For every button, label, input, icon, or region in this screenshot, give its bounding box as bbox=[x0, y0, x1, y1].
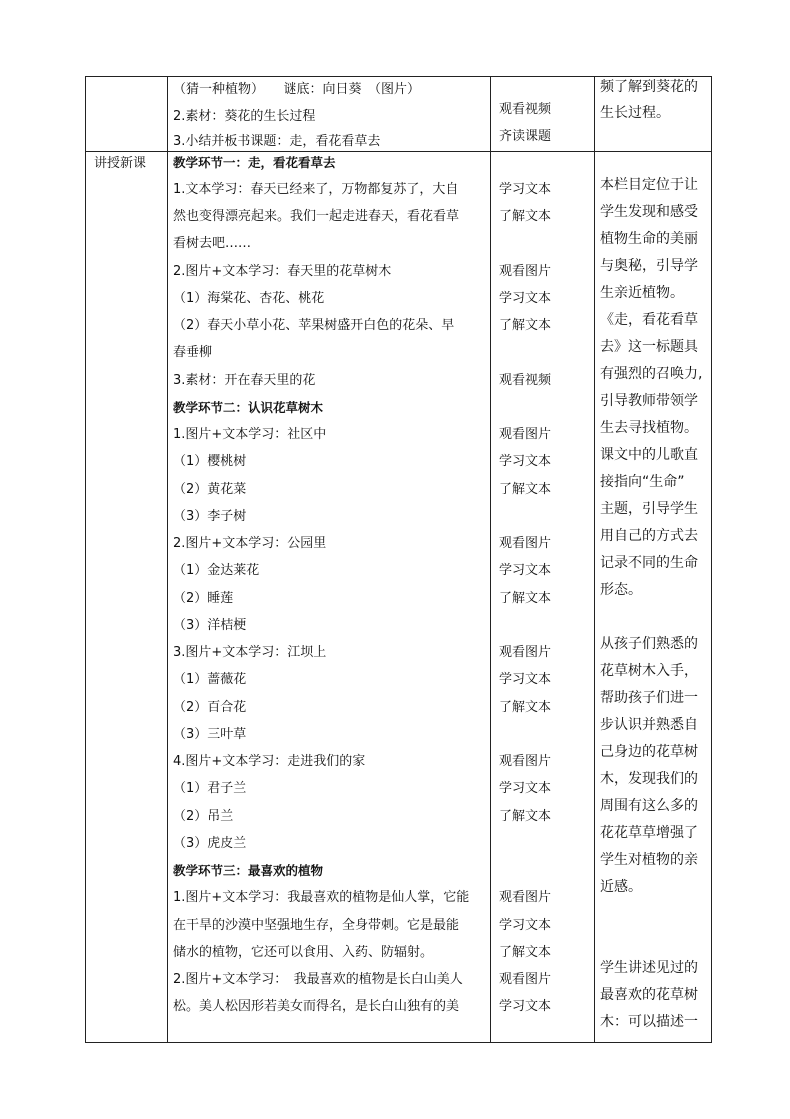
activity-line: 学习文本 bbox=[499, 918, 552, 933]
intent-line: 花花草草增强了 bbox=[600, 825, 698, 841]
activity-line: 了解文本 bbox=[499, 209, 552, 224]
stage-label: 讲授新课 bbox=[94, 156, 147, 171]
activity-line: 观看图片 bbox=[499, 972, 552, 987]
activity-line: 了解文本 bbox=[499, 945, 552, 960]
intent-line: 《走，看花看草 bbox=[600, 312, 698, 328]
content-line: 松。美人松因形若美女而得名，是长白山独有的美 bbox=[173, 999, 460, 1014]
content-line: （2）黄花菜 bbox=[173, 482, 247, 497]
intent-line: 主题，引导学生 bbox=[600, 501, 698, 517]
section-heading: 教学环节三：最喜欢的植物 bbox=[173, 863, 324, 878]
content-line: （2）吊兰 bbox=[173, 809, 234, 824]
activity-line: 了解文本 bbox=[499, 700, 552, 715]
intent-line: 花草树木入手， bbox=[600, 663, 698, 679]
content-line: （2）春天小草小花、苹果树盛开白色的花朵、早 bbox=[173, 318, 455, 333]
section-heading: 教学环节二：认识花草树木 bbox=[173, 400, 324, 415]
content-line: （1）樱桃树 bbox=[173, 454, 247, 469]
activity-line: 学习文本 bbox=[499, 182, 552, 197]
content-line: （3）三叶草 bbox=[173, 727, 247, 742]
intent-line: 形态。 bbox=[600, 582, 642, 598]
activity-line: 学习文本 bbox=[499, 672, 552, 687]
row1-content-line: （猜一种植物） 谜底：向日葵 （图片） bbox=[173, 82, 421, 97]
activity-line: 观看视频 bbox=[499, 373, 552, 388]
intent-line: 生去寻找植物。 bbox=[600, 420, 698, 436]
content-line: 然也变得漂亮起来。我们一起走进春天，看花看草 bbox=[173, 209, 460, 224]
row1-content-line: 2.素材：葵花的生长过程 bbox=[173, 109, 316, 124]
content-line: （1）君子兰 bbox=[173, 781, 247, 796]
intent-line: 近感。 bbox=[600, 879, 642, 895]
intent-line: 课文中的儿歌直 bbox=[600, 447, 698, 463]
activity-line: 了解文本 bbox=[499, 482, 552, 497]
content-line: 2.图片+文本学习：公园里 bbox=[173, 536, 327, 551]
row1-content-cell bbox=[168, 77, 491, 152]
intent-line: 学生发现和感受 bbox=[600, 204, 698, 220]
intent-line: 从孩子们熟悉的 bbox=[600, 636, 698, 652]
row1-intent-line: 频了解到葵花的 bbox=[600, 79, 698, 95]
intent-line: 步认识并熟悉自 bbox=[600, 717, 698, 733]
content-line: 2.图片+文本学习：春天里的花草树木 bbox=[173, 264, 392, 279]
row2-content-cell bbox=[168, 152, 491, 1043]
intent-line: 学生讲述见过的 bbox=[600, 960, 698, 976]
intent-line: 与奥秘，引导学 bbox=[600, 258, 698, 274]
content-line: （2）睡莲 bbox=[173, 591, 234, 606]
content-line: （1）海棠花、杏花、桃花 bbox=[173, 291, 325, 306]
content-line: （1）金达莱花 bbox=[173, 563, 260, 578]
intent-line: 学生对植物的亲 bbox=[600, 852, 698, 868]
content-line: （1）蔷薇花 bbox=[173, 672, 247, 687]
content-line: （3）虎皮兰 bbox=[173, 836, 247, 851]
row1-intent-line: 生长过程。 bbox=[600, 105, 670, 121]
activity-line: 观看图片 bbox=[499, 754, 552, 769]
row1-intent-cell bbox=[595, 77, 712, 152]
content-line: 2.图片+文本学习： 我最喜欢的植物是长白山美人 bbox=[173, 972, 463, 987]
intent-line: 有强烈的召唤力, bbox=[600, 366, 703, 382]
activity-line: 了解文本 bbox=[499, 318, 552, 333]
intent-line: 记录不同的生命 bbox=[600, 555, 698, 571]
content-line: 春垂柳 bbox=[173, 345, 213, 360]
activity-line: 学习文本 bbox=[499, 563, 552, 578]
intent-line: 最喜欢的花草树 bbox=[600, 987, 698, 1003]
activity-line: 了解文本 bbox=[499, 591, 552, 606]
content-line: （3）李子树 bbox=[173, 509, 247, 524]
intent-line: 周围有这么多的 bbox=[600, 798, 698, 814]
row1-content-line: 3.小结并板书课题：走，看花看草去 bbox=[173, 134, 381, 149]
content-line: （3）洋桔梗 bbox=[173, 618, 247, 633]
activity-line: 观看图片 bbox=[499, 427, 552, 442]
intent-line: 木：可以描述一 bbox=[600, 1014, 698, 1030]
activity-line: 学习文本 bbox=[499, 454, 552, 469]
content-line: （2）百合花 bbox=[173, 700, 247, 715]
content-line: 3.图片+文本学习：江坝上 bbox=[173, 645, 327, 660]
content-line: 4.图片+文本学习：走进我们的家 bbox=[173, 754, 366, 769]
activity-line: 观看图片 bbox=[499, 645, 552, 660]
intent-line: 帮助孩子们进一 bbox=[600, 690, 698, 706]
row1-activity-line: 观看视频 bbox=[499, 102, 552, 117]
section-heading: 教学环节一：走，看花看草去 bbox=[173, 155, 336, 170]
activity-line: 学习文本 bbox=[499, 291, 552, 306]
intent-line: 己身边的花草树 bbox=[600, 744, 698, 760]
activity-line: 学习文本 bbox=[499, 781, 552, 796]
content-line: 在干旱的沙漠中坚强地生存，全身带刺。它是最能 bbox=[173, 918, 460, 933]
intent-line: 引导教师带领学 bbox=[600, 393, 698, 409]
lesson-table bbox=[85, 76, 712, 1043]
row2-intent-cell bbox=[595, 152, 712, 1043]
content-line: 看树去吧…… bbox=[173, 236, 252, 251]
activity-line: 了解文本 bbox=[499, 809, 552, 824]
content-line: 1.图片+文本学习：社区中 bbox=[173, 427, 327, 442]
activity-line: 学习文本 bbox=[499, 999, 552, 1014]
content-line: 1.文本学习：春天已经来了，万物都复苏了，大自 bbox=[173, 182, 459, 197]
intent-line: 本栏目定位于让 bbox=[600, 177, 698, 193]
intent-line: 木，发现我们的 bbox=[600, 771, 698, 787]
intent-line: 用自己的方式去 bbox=[600, 528, 698, 544]
content-line: 3.素材：开在春天里的花 bbox=[173, 373, 316, 388]
activity-line: 观看图片 bbox=[499, 536, 552, 551]
row1-activity-cell bbox=[491, 77, 595, 152]
activity-line: 观看图片 bbox=[499, 264, 552, 279]
row2-activity-cell bbox=[491, 152, 595, 1043]
intent-line: 去》这一标题具 bbox=[600, 339, 698, 355]
content-line: 1.图片+文本学习：我最喜欢的植物是仙人掌，它能 bbox=[173, 890, 470, 905]
intent-line: 植物生命的美丽 bbox=[600, 231, 698, 247]
row2-stage-cell bbox=[86, 152, 168, 1043]
intent-line: 接指向“生命” bbox=[600, 474, 685, 490]
row1-activity-line: 齐读课题 bbox=[499, 129, 552, 144]
row1-stage-cell bbox=[86, 77, 168, 152]
activity-line: 观看图片 bbox=[499, 890, 552, 905]
content-line: 储水的植物，它还可以食用、入药、防辐射。 bbox=[173, 945, 434, 960]
intent-line: 生亲近植物。 bbox=[600, 285, 684, 301]
